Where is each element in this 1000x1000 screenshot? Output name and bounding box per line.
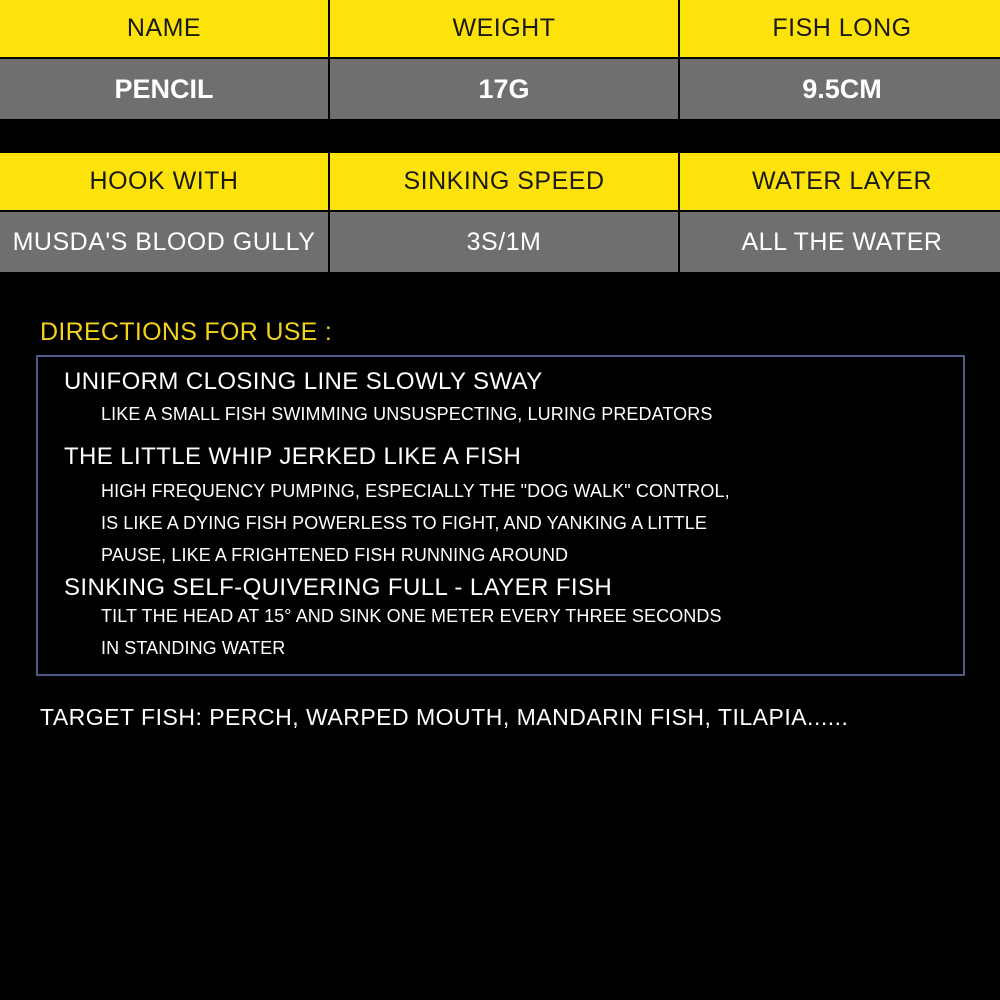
header-name: NAME xyxy=(0,0,328,57)
direction-text-3-1: TILT THE HEAD AT 15° AND SINK ONE METER EVERY THREE SECONDS xyxy=(101,606,722,626)
value-water-layer: ALL THE WATER xyxy=(680,212,1000,272)
direction-title-1: UNIFORM CLOSING LINE SLOWLY SWAY xyxy=(64,368,543,395)
header-fish-long: FISH LONG xyxy=(680,0,1000,57)
value-hook-with: MUSDA'S BLOOD GULLY xyxy=(0,212,328,272)
direction-text-1-1: LIKE A SMALL FISH SWIMMING UNSUSPECTING, LURING PREDATORS xyxy=(101,404,713,424)
value-sinking-speed: 3S/1M xyxy=(330,212,678,272)
direction-text-3-2: IN STANDING WATER xyxy=(101,638,286,658)
direction-text-2-3: PAUSE, LIKE A FRIGHTENED FISH RUNNING AROUND xyxy=(101,545,569,565)
direction-text-2-2: IS LIKE A DYING FISH POWERLESS TO FIGHT, AND YANKING A LITTLE xyxy=(101,513,707,533)
direction-text-2-1: HIGH FREQUENCY PUMPING, ESPECIALLY THE "DOG WALK" CONTROL, xyxy=(101,481,730,501)
value-fish-long: 9.5CM xyxy=(680,59,1000,119)
target-fish: TARGET FISH: PERCH, WARPED MOUTH, MANDARIN FISH, TILAPIA...... xyxy=(40,704,849,730)
header-water-layer: WATER LAYER xyxy=(680,153,1000,210)
spec-table-basic xyxy=(0,0,1000,119)
header-weight: WEIGHT xyxy=(330,0,678,57)
value-name: PENCIL xyxy=(0,59,328,119)
value-weight: 17G xyxy=(330,59,678,119)
direction-title-3: SINKING SELF-QUIVERING FULL - LAYER FISH xyxy=(64,574,613,601)
direction-title-2: THE LITTLE WHIP JERKED LIKE A FISH xyxy=(64,443,522,470)
directions-heading: DIRECTIONS FOR USE : xyxy=(40,318,333,346)
header-sinking-speed: SINKING SPEED xyxy=(330,153,678,210)
directions-box xyxy=(36,355,965,676)
spec-table-usage xyxy=(0,153,1000,272)
header-hook-with: HOOK WITH xyxy=(0,153,328,210)
